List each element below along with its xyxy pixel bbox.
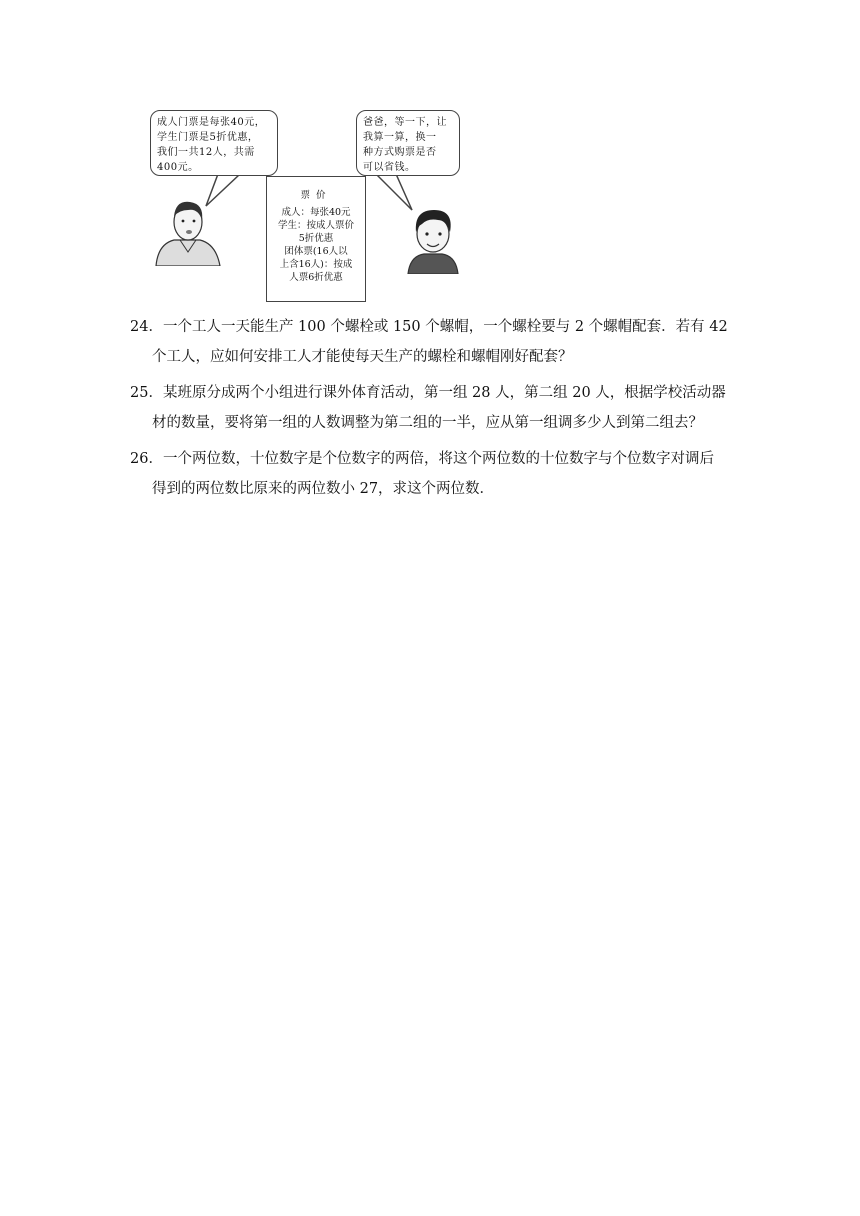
problem-text-line1: 一个工人一天能生产 100 个螺栓或 150 个螺帽，一个螺栓要与 2 个螺帽配套．若有 42 bbox=[162, 319, 728, 335]
father-figure bbox=[152, 194, 224, 266]
problem-number: 25． bbox=[130, 385, 163, 401]
problem-26 bbox=[130, 444, 730, 504]
father-speech-bubble: 成人门票是每张40元， 学生门票是5折优惠， 我们一共12人，共需 400元。 bbox=[150, 110, 278, 176]
ticket-price-sign bbox=[266, 176, 366, 302]
problem-24 bbox=[130, 312, 730, 372]
problem-text-line1: 一个两位数，十位数字是个位数字的两倍，将这个两位数的十位数字与个位数字对调后 bbox=[162, 451, 714, 467]
problem-number: 26． bbox=[130, 451, 163, 467]
problem-25 bbox=[130, 378, 730, 438]
ticket-price-lines: 成人：每张40元 学生：按成人票价 5折优惠 团体票(16人以 上含16人)：按成 人票6折优惠 bbox=[277, 207, 354, 283]
boy-speech-bubble: 爸爸，等一下，让 我算一算，换一 种方式购票是否 可以省钱。 bbox=[356, 110, 460, 176]
problem-number: 24． bbox=[130, 319, 163, 335]
problem-text-line2: 个工人，应如何安排工人才能使每天生产的螺栓和螺帽刚好配套？ bbox=[152, 349, 573, 365]
ticket-price-title: 票价 bbox=[300, 190, 332, 201]
problem-list bbox=[130, 312, 730, 510]
boy-figure bbox=[398, 202, 468, 274]
problem-text-line2: 得到的两位数比原来的两位数小 27，求这个两位数． bbox=[152, 481, 495, 497]
problem-text-line1: 某班原分成两个小组进行课外体育活动，第一组 28 人，第二组 20 人，根据学校活动器 bbox=[162, 385, 726, 401]
ticket-illustration bbox=[150, 106, 470, 306]
problem-text-line2: 材的数量，要将第一组的人数调整为第二组的一半，应从第一组调多少人到第二组去？ bbox=[152, 415, 703, 431]
